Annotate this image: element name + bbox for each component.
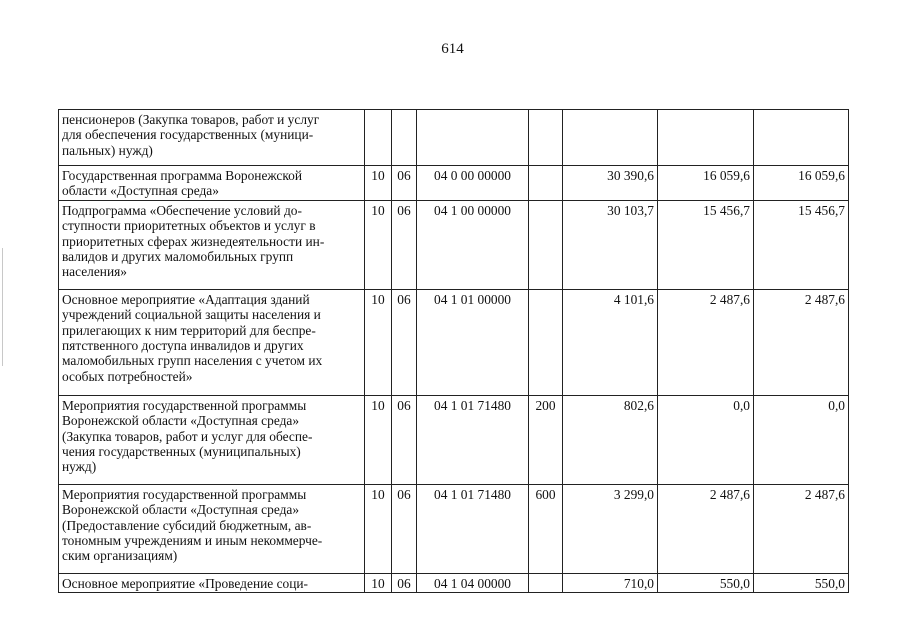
amount-year2-cell: 2 487,6: [658, 484, 754, 573]
table-row: [59, 573, 849, 592]
item-name-line: ступности приоритетных объектов и услуг в: [62, 218, 316, 234]
subsection-cell: 06: [392, 484, 417, 573]
item-name-line: валидов и других маломобильных групп: [62, 249, 294, 265]
item-name-line: Основное мероприятие «Проведение соци-: [62, 575, 308, 591]
amount-year1-cell: 30 103,7: [563, 200, 658, 289]
item-name-line: Основное мероприятие «Адаптация зданий: [62, 291, 310, 307]
amount-year3-cell: [754, 110, 849, 166]
item-name-cell: [59, 200, 365, 289]
amount-year1-cell: 710,0: [563, 573, 658, 592]
item-name-line: Воронежской области «Доступная среда»: [62, 502, 300, 518]
expense-type-cell: [529, 166, 563, 201]
item-name-line: Воронежской области «Доступная среда»: [62, 413, 300, 429]
amount-year2-cell: 0,0: [658, 395, 754, 484]
expense-type-cell: [529, 200, 563, 289]
amount-year1-cell: [563, 110, 658, 166]
subsection-cell: 06: [392, 166, 417, 201]
subsection-cell: 06: [392, 200, 417, 289]
item-name-cell: [59, 395, 365, 484]
item-name-cell: [59, 573, 365, 592]
table-row: [59, 166, 849, 201]
expense-type-cell: 600: [529, 484, 563, 573]
target-article-cell: 04 1 00 00000: [417, 200, 529, 289]
subsection-cell: [392, 110, 417, 166]
item-name-line: (Закупка товаров, работ и услуг для обеспе-: [62, 428, 313, 444]
item-name-line: нужд): [62, 459, 97, 475]
subsection-cell: 06: [392, 573, 417, 592]
section-cell: 10: [365, 289, 392, 395]
item-name-cell: [59, 110, 365, 166]
item-name-line: Мероприятия государственной программы: [62, 486, 307, 502]
amount-year3-cell: 0,0: [754, 395, 849, 484]
subsection-cell: 06: [392, 289, 417, 395]
table-body: [59, 110, 849, 593]
margin-line: [2, 248, 3, 366]
amount-year1-cell: 30 390,6: [563, 166, 658, 201]
amount-year1-cell: 4 101,6: [563, 289, 658, 395]
amount-year3-cell: 16 059,6: [754, 166, 849, 201]
amount-year2-cell: 2 487,6: [658, 289, 754, 395]
item-name-line: населения»: [62, 264, 127, 280]
item-name-line: (Предоставление субсидий бюджетным, ав-: [62, 517, 312, 533]
amount-year2-cell: 550,0: [658, 573, 754, 592]
amount-year3-cell: 550,0: [754, 573, 849, 592]
amount-year3-cell: 15 456,7: [754, 200, 849, 289]
item-name-line: учреждений социальной защиты населения и: [62, 307, 321, 323]
item-name-line: пенсионеров (Закупка товаров, работ и услуг: [62, 112, 320, 127]
item-name-line: особых потребностей»: [62, 368, 193, 384]
item-name-line: ским организациям): [62, 548, 178, 564]
amount-year2-cell: 15 456,7: [658, 200, 754, 289]
page-number: 614: [441, 41, 464, 57]
item-name-line: маломобильных групп населения с учетом их: [62, 353, 323, 369]
item-name-cell: [59, 166, 365, 201]
subsection-cell: 06: [392, 395, 417, 484]
table-row: [59, 395, 849, 484]
amount-year3-cell: 2 487,6: [754, 484, 849, 573]
target-article-cell: 04 1 01 71480: [417, 395, 529, 484]
target-article-cell: 04 1 01 00000: [417, 289, 529, 395]
item-name-line: приоритетных сферах жизнедеятельности ин-: [62, 233, 325, 249]
budget-table: [58, 109, 849, 593]
item-name-line: прилегающих к ним территорий для беспре-: [62, 322, 316, 338]
amount-year2-cell: 16 059,6: [658, 166, 754, 201]
item-name-line: области «Доступная среда»: [62, 183, 219, 199]
item-name-line: для обеспечения государственных (муници-: [62, 127, 314, 143]
target-article-cell: 04 0 00 00000: [417, 166, 529, 201]
target-article-cell: [417, 110, 529, 166]
item-name-line: Государственная программа Воронежской: [62, 168, 303, 183]
amount-year2-cell: [658, 110, 754, 166]
item-name-line: тономным учреждениям и иным некоммерче-: [62, 533, 323, 549]
item-name-line: пальных) нужд): [62, 142, 153, 158]
section-cell: 10: [365, 166, 392, 201]
table-row: [59, 110, 849, 166]
expense-type-cell: [529, 573, 563, 592]
item-name-line: чения государственных (муниципальных): [62, 444, 301, 460]
amount-year3-cell: 2 487,6: [754, 289, 849, 395]
section-cell: 10: [365, 573, 392, 592]
expense-type-cell: [529, 110, 563, 166]
item-name-line: пятственного доступа инвалидов и других: [62, 338, 304, 354]
amount-year1-cell: 3 299,0: [563, 484, 658, 573]
table-row: [59, 200, 849, 289]
section-cell: 10: [365, 395, 392, 484]
item-name-line: Подпрограмма «Обеспечение условий до-: [62, 202, 302, 218]
table-row: [59, 484, 849, 573]
table-row: [59, 289, 849, 395]
expense-type-cell: 200: [529, 395, 563, 484]
section-cell: 10: [365, 484, 392, 573]
item-name-cell: [59, 289, 365, 395]
target-article-cell: 04 1 04 00000: [417, 573, 529, 592]
item-name-cell: [59, 484, 365, 573]
amount-year1-cell: 802,6: [563, 395, 658, 484]
target-article-cell: 04 1 01 71480: [417, 484, 529, 573]
expense-type-cell: [529, 289, 563, 395]
item-name-line: Мероприятия государственной программы: [62, 397, 307, 413]
section-cell: [365, 110, 392, 166]
section-cell: 10: [365, 200, 392, 289]
